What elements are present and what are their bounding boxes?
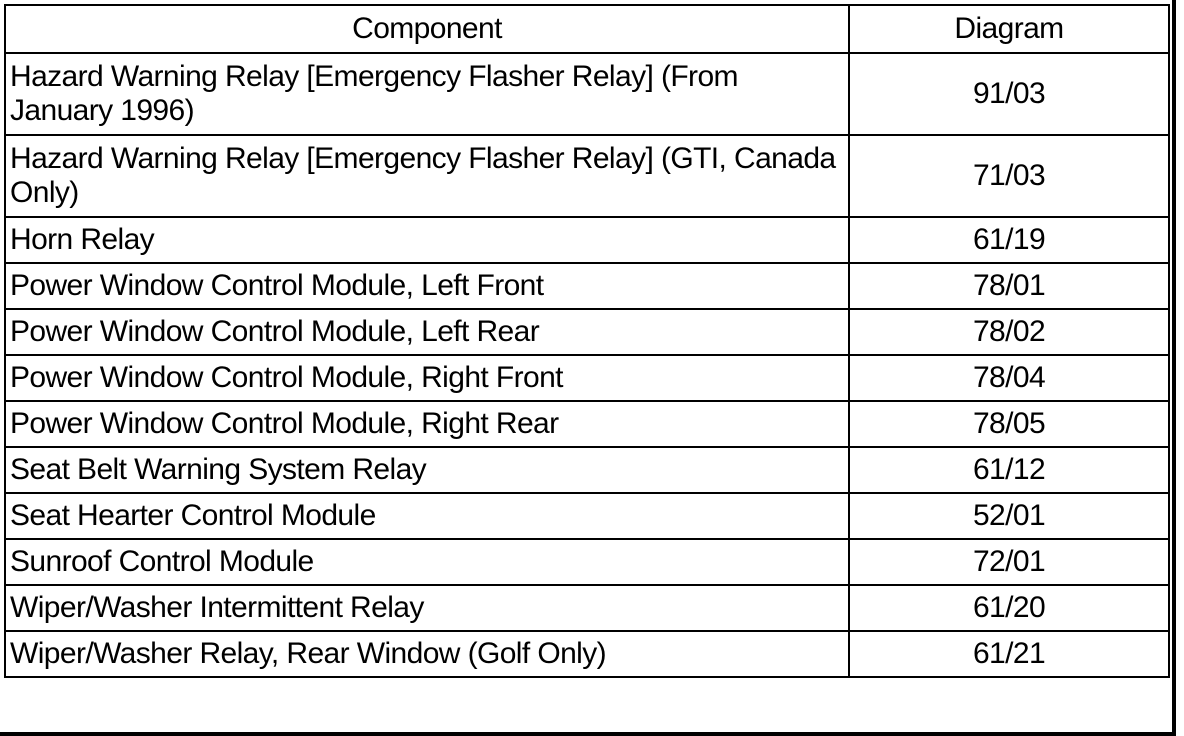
table-row	[5, 309, 1169, 355]
component-cell: Seat Belt Warning System Relay	[5, 447, 849, 493]
component-cell: Hazard Warning Relay [Emergency Flasher Relay] (GTI, Canada Only)	[5, 135, 849, 217]
table-row	[5, 585, 1169, 631]
table-row	[5, 217, 1169, 263]
component-cell: Wiper/Washer Relay, Rear Window (Golf Only)	[5, 631, 849, 677]
component-cell: Power Window Control Module, Left Rear	[5, 309, 849, 355]
diagram-cell: 78/04	[849, 355, 1169, 401]
component-column-header: Component	[5, 5, 849, 53]
diagram-cell: 78/02	[849, 309, 1169, 355]
component-cell: Hazard Warning Relay [Emergency Flasher Relay] (From January 1996)	[5, 53, 849, 135]
diagram-cell: 91/03	[849, 53, 1169, 135]
table-row	[5, 401, 1169, 447]
diagram-cell: 61/12	[849, 447, 1169, 493]
table-header-row	[5, 5, 1169, 53]
table-row	[5, 53, 1169, 135]
right-border-line	[1172, 0, 1176, 736]
component-diagram-table	[4, 4, 1170, 678]
table-row	[5, 447, 1169, 493]
table-row	[5, 135, 1169, 217]
component-cell: Seat Hearter Control Module	[5, 493, 849, 539]
component-cell: Wiper/Washer Intermittent Relay	[5, 585, 849, 631]
component-cell: Power Window Control Module, Left Front	[5, 263, 849, 309]
table-row	[5, 355, 1169, 401]
component-cell: Sunroof Control Module	[5, 539, 849, 585]
table-row	[5, 263, 1169, 309]
table-row	[5, 539, 1169, 585]
diagram-cell: 72/01	[849, 539, 1169, 585]
component-cell: Power Window Control Module, Right Front	[5, 355, 849, 401]
table-row	[5, 493, 1169, 539]
diagram-cell: 61/21	[849, 631, 1169, 677]
component-cell: Horn Relay	[5, 217, 849, 263]
diagram-cell: 71/03	[849, 135, 1169, 217]
diagram-column-header: Diagram	[849, 5, 1169, 53]
bottom-border-line	[0, 732, 1176, 736]
table-body	[5, 53, 1169, 677]
diagram-cell: 78/01	[849, 263, 1169, 309]
diagram-cell: 61/20	[849, 585, 1169, 631]
table-row	[5, 631, 1169, 677]
diagram-cell: 78/05	[849, 401, 1169, 447]
diagram-cell: 61/19	[849, 217, 1169, 263]
diagram-cell: 52/01	[849, 493, 1169, 539]
component-cell: Power Window Control Module, Right Rear	[5, 401, 849, 447]
